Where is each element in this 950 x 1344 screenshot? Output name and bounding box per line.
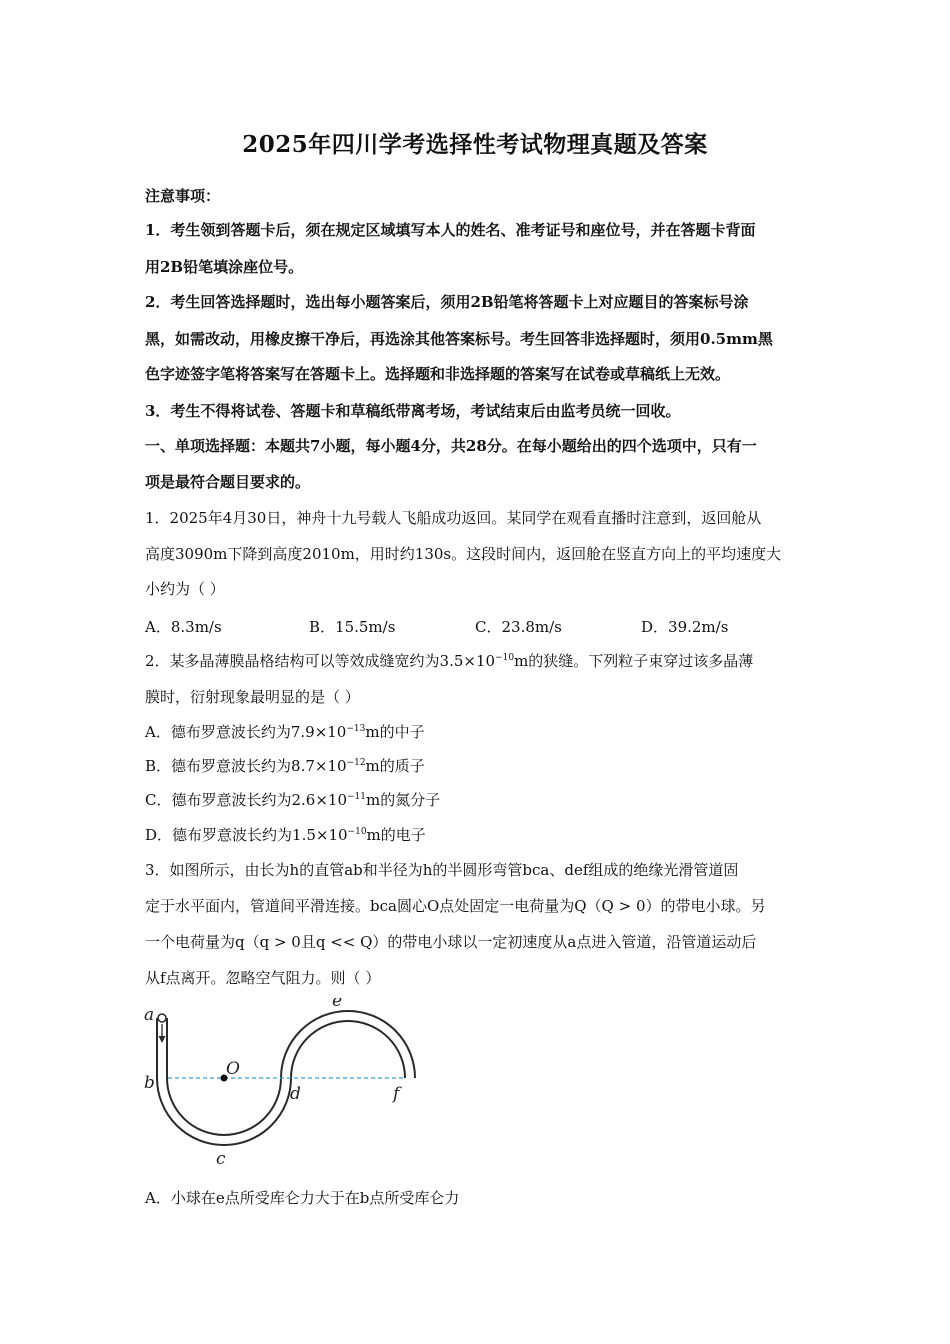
q2-option-d [145,825,810,845]
q1-option-c: C．23.8m/s [475,618,562,636]
q1-option-d: D．39.2m/s [641,618,729,636]
q1-line-2: 高度3090m下降到高度2010m，用时约130s。这段时间内，返回舱在竖直方向上的平均速度大 [145,545,782,563]
label-d: d [290,1084,301,1104]
label-e: e [332,998,343,1011]
q2-option-c-post: m的氮分子 [366,791,441,809]
pipe-diagram [140,998,430,1170]
q2-option-a-pre: A．德布罗意波长约为7.9×10 [145,723,347,741]
label-c: c [216,1149,226,1169]
q3-option-a: A．小球在e点所受库仑力大于在b点所受库仑力 [145,1189,460,1207]
notice-item-1-line-1: 1．考生领到答题卡后，须在规定区域填写本人的姓名、准考证号和座位号，并在答题卡背面 [145,221,756,239]
section-heading-line-1: 一、单项选择题：本题共7小题，每小题4分，共28分。在每小题给出的四个选项中，只有一 [145,437,757,455]
q2-option-b [145,756,810,776]
label-a: a [144,1005,155,1025]
q2-option-c-exponent: −11 [347,792,366,802]
q2-option-a [145,722,810,742]
q1-line-3: 小约为（ ） [145,580,225,598]
q2-line-1-pre: 2．某多晶薄膜晶格结构可以等效成缝宽约为3.5×10 [145,652,496,670]
label-b: b [144,1073,155,1093]
q2-option-a-exponent: −13 [346,724,366,734]
notice-item-2-line-3: 色字迹签字笔将答案写在答题卡上。选择题和非选择题的答案写在试卷或草稿纸上无效。 [145,365,731,383]
q1-line-1: 1．2025年4月30日，神舟十九号载人飞船成功返回。某同学在观看直播时注意到，返回舱从 [145,509,762,527]
notice-item-3-line-1: 3．考生不得将试卷、答题卡和草稿纸带离考场，考试结束后由监考员统一回收。 [145,402,681,420]
q2-line-2: 膜时，衍射现象最明显的是（ ） [145,688,360,706]
q1-option-b: B．15.5m/s [309,618,396,636]
label-f: f [393,1084,400,1104]
q2-option-d-exponent: −10 [347,827,367,837]
q2-option-c [145,790,810,810]
notice-item-2-line-2: 黑，如需改动，用橡皮擦干净后，再选涂其他答案标号。考生回答非选择题时，须用0.5mm黑 [145,330,773,348]
notice-heading: 注意事项： [145,187,221,205]
q2-option-d-pre: D．德布罗意波长约为1.5×10 [145,826,348,844]
q3-line-2: 定于水平面内，管道间平滑连接。bca圆心O点处固定一电荷量为Q（Q > 0）的带电小球。另 [145,897,766,915]
q3-line-3: 一个电荷量为q（q > 0且q << Q）的带电小球以一定初速度从a点进入管道，沿管道运动后 [145,933,757,951]
q2-line-1 [145,651,810,671]
q2-option-a-post: m的中子 [365,723,425,741]
label-O: O [226,1059,240,1079]
q2-option-b-pre: B．德布罗意波长约为8.7×10 [145,757,347,775]
q2-line-1-post: m的狭缝。下列粒子束穿过该多晶薄 [514,652,754,670]
notice-item-2-line-1: 2．考生回答选择题时，选出每小题答案后，须用2B铅笔将答题卡上对应题目的答案标号涂 [145,293,749,311]
q2-option-b-exponent: −12 [346,758,366,768]
q3-line-1: 3．如图所示，由长为h的直管ab和半径为h的半圆形弯管bca、def组成的绝缘光滑管道固 [145,861,739,879]
q2-option-d-post: m的电子 [366,826,426,844]
q2-option-c-pre: C．德布罗意波长约为2.6×10 [145,791,347,809]
section-heading-line-2: 项是最符合题目要求的。 [145,473,311,491]
q2-line-1-exponent: −10 [495,653,515,663]
ball-at-a [158,1014,166,1022]
page-title: 2025年四川学考选择性考试物理真题及答案 [242,131,708,158]
notice-item-1-line-2: 用2B铅笔填涂座位号。 [145,258,304,276]
q2-option-b-post: m的质子 [365,757,425,775]
q1-option-a: A．8.3m/s [145,618,222,636]
q3-line-4: 从f点离开。忽略空气阻力。则（ ） [145,969,381,987]
